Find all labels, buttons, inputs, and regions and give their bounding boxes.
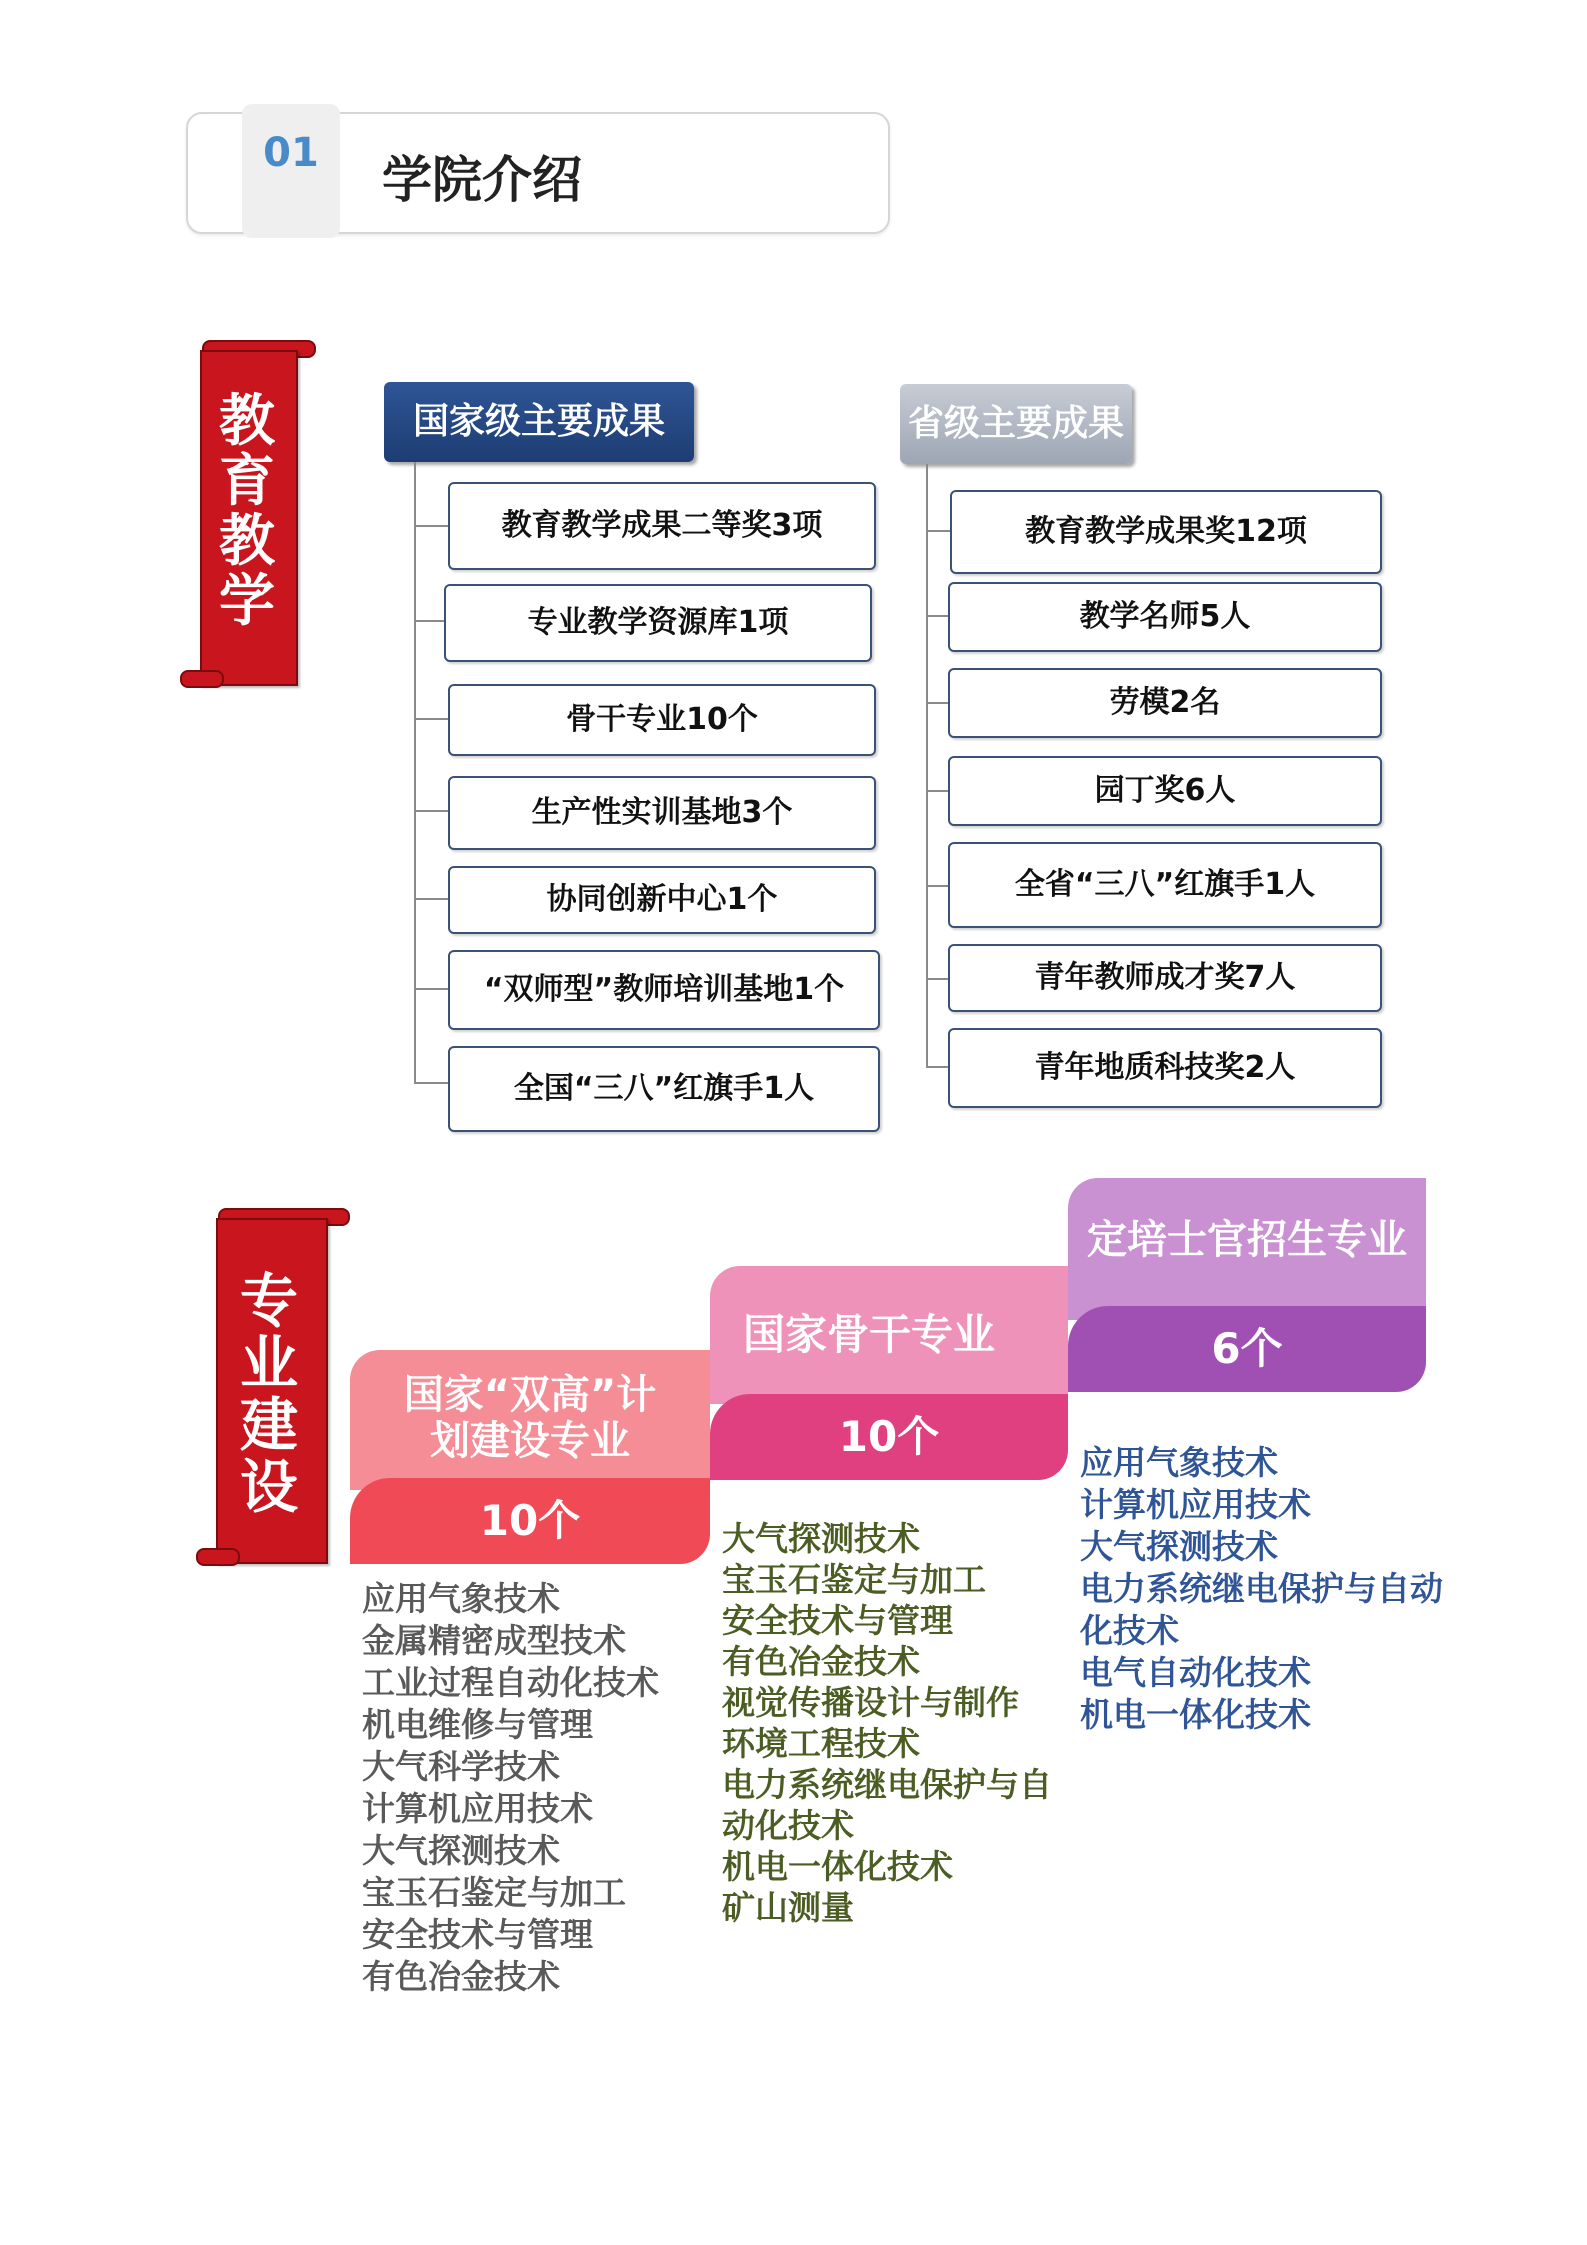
list-item: 电力系统继电保护与自 <box>722 1765 1052 1804</box>
list-item: 电力系统继电保护与自动 <box>1080 1569 1443 1608</box>
list-item: 工业过程自动化技术 <box>362 1663 659 1702</box>
national-item: 生产性实训基地3个 <box>448 776 876 850</box>
list-item: 计算机应用技术 <box>362 1789 593 1828</box>
list-item: 应用气象技术 <box>1080 1443 1278 1482</box>
provincial-item: 青年教师成才奖7人 <box>948 944 1382 1012</box>
national-key-count: 10个 <box>710 1394 1068 1480</box>
list-item: 矿山测量 <box>722 1888 854 1927</box>
national-key-title: 国家骨干专业 <box>742 1310 995 1359</box>
list-item: 电气自动化技术 <box>1080 1653 1311 1692</box>
double-high-list <box>362 1578 659 1998</box>
provincial-item: 全省“三八”红旗手1人 <box>948 842 1382 928</box>
national-item: 全国“三八”红旗手1人 <box>448 1046 880 1132</box>
national-item: 教育教学成果二等奖3项 <box>448 482 876 570</box>
list-item: 大气探测技术 <box>722 1519 920 1558</box>
list-item: 安全技术与管理 <box>722 1601 953 1640</box>
list-item: 宝玉石鉴定与加工 <box>362 1873 626 1912</box>
list-item: 机电维修与管理 <box>362 1705 593 1744</box>
double-high-title-line2: 划建设专业 <box>430 1418 630 1464</box>
list-item: 化技术 <box>1080 1611 1179 1650</box>
sergeant-step <box>1068 1178 1426 1320</box>
double-high-count: 10个 <box>350 1478 710 1564</box>
national-item: 骨干专业10个 <box>448 684 876 756</box>
provincial-item: 教学名师5人 <box>948 582 1382 652</box>
national-achievements-title: 国家级主要成果 <box>384 382 694 462</box>
sergeant-title: 定培士官招生专业 <box>1087 1217 1407 1263</box>
provincial-item: 教育教学成果奖12项 <box>950 490 1382 574</box>
section-title: 学院介绍 <box>382 151 582 209</box>
list-item: 应用气象技术 <box>362 1579 560 1618</box>
list-item: 大气探测技术 <box>362 1831 560 1870</box>
national-key-list <box>722 1518 1052 1928</box>
provincial-achievements-title: 省级主要成果 <box>900 384 1132 464</box>
national-item: 协同创新中心1个 <box>448 866 876 934</box>
list-item: 机电一体化技术 <box>722 1847 953 1886</box>
provincial-tree-line <box>926 464 928 1066</box>
section-number: 01 <box>263 130 319 176</box>
list-item: 动化技术 <box>722 1806 854 1845</box>
list-item: 大气探测技术 <box>1080 1527 1278 1566</box>
double-high-step <box>350 1350 710 1490</box>
list-item: 大气科学技术 <box>362 1747 560 1786</box>
major-construction-banner-label: 专业建设 <box>239 1267 298 1521</box>
list-item: 有色冶金技术 <box>362 1957 560 1996</box>
national-item: 专业教学资源库1项 <box>444 584 872 662</box>
sergeant-list <box>1080 1442 1443 1736</box>
list-item: 环境工程技术 <box>722 1724 920 1763</box>
list-item: 计算机应用技术 <box>1080 1485 1311 1524</box>
sergeant-count: 6个 <box>1068 1306 1426 1392</box>
double-high-title-line1: 国家“双高”计 <box>403 1372 657 1418</box>
teaching-banner-label: 教育教学 <box>219 389 275 634</box>
list-item: 宝玉石鉴定与加工 <box>722 1560 986 1599</box>
provincial-item: 园丁奖6人 <box>948 756 1382 826</box>
provincial-item: 劳模2名 <box>948 668 1382 738</box>
list-item: 金属精密成型技术 <box>362 1621 626 1660</box>
list-item: 有色冶金技术 <box>722 1642 920 1681</box>
national-key-step <box>710 1266 1068 1404</box>
list-item: 视觉传播设计与制作 <box>722 1683 1019 1722</box>
list-item: 安全技术与管理 <box>362 1915 593 1954</box>
national-item: “双师型”教师培训基地1个 <box>448 950 880 1030</box>
list-item: 机电一体化技术 <box>1080 1695 1311 1734</box>
provincial-item: 青年地质科技奖2人 <box>948 1028 1382 1108</box>
